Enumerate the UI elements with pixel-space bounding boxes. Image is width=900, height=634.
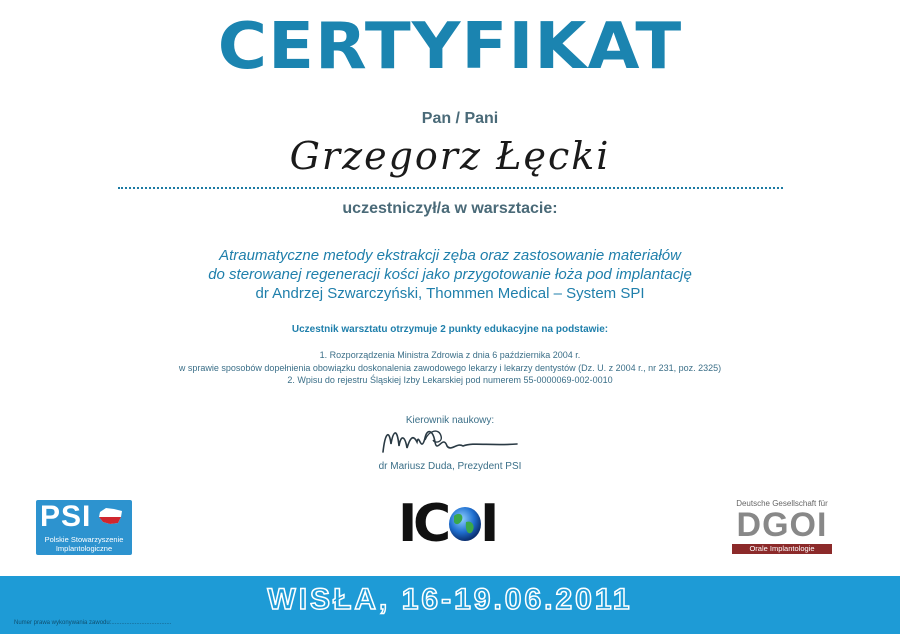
handwritten-signature [377,424,522,460]
topic-line-1: Atraumatyczne metody ekstrakcji zęba oraz zastosowanie materiałów [219,247,681,264]
basis-item-1: 1. Rozporządzenia Ministra Zdrowia z dnia 6 października 2004 r. [319,350,581,360]
legal-basis [0,349,900,387]
basis-item-2: 2. Wpisu do rejestru Śląskiej Izby Lekarskiej pod numerem 55-0000069-002-0010 [287,375,613,385]
recipient-name: Grzegorz Łęcki [289,134,611,178]
psi-abbr: PSI [40,500,92,533]
dgoi-logo [726,499,838,559]
psi-full-name [39,535,129,553]
workshop-topic [0,246,900,303]
topic-line-3: dr Andrzej Szwarczyński, Thommen Medical – System SPI [255,285,645,302]
event-location-date: WISŁA, 16-19.06.2011 [267,583,633,616]
points-statement: Uczestnik warsztatu otrzymuje 2 punkty edukacyjne na podstawie: [291,324,609,335]
license-number-note: Numer prawa wykonywania zawodu:.................................... [14,620,172,626]
psi-line-2: Implantologiczne [55,544,113,553]
basis-item-1-cont: w sprawie sposobów dopełnienia obowiązku doskonalenia zawodowego lekarzy i lekarzy dentystów (Dz. U. z 2004 r., nr 231, poz. 2325) [178,362,722,373]
poland-map-icon [98,506,124,526]
certificate-title: CERTYFIKAT [217,10,683,84]
dgoi-abbr: DGOI [736,506,828,544]
icoi-logo: I C I [398,494,500,554]
psi-line-1: Polskie Stowarzyszenie [44,535,124,544]
participation-statement: uczestniczył/a w warsztacie: [342,200,558,217]
dgoi-subtitle: Orale Implantologie [732,544,832,554]
name-dotted-line [118,187,783,189]
psi-logo [36,500,132,555]
globe-icon [448,506,482,542]
dgoi-tagline: Deutsche Gesellschaft für [736,499,828,508]
topic-line-2: do sterowanej regeneracji kości jako przygotowanie łoża pod implantację [208,266,692,283]
supervisor-label: Kierownik naukowy: [405,415,495,426]
signer-name: dr Mariusz Duda, Prezydent PSI [378,461,522,472]
salutation: Pan / Pani [421,110,499,127]
